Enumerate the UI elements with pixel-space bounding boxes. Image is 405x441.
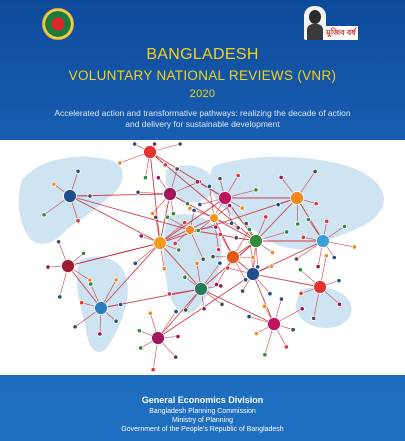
network-leaf-node bbox=[269, 264, 273, 268]
network-leaf-node bbox=[262, 304, 266, 308]
network-map bbox=[0, 140, 405, 375]
network-leaf-node bbox=[173, 241, 177, 245]
network-hub-node bbox=[195, 283, 208, 296]
government-seal-icon bbox=[42, 8, 74, 40]
network-hub-node bbox=[317, 235, 330, 248]
report-subtitle: Accelerated action and transformative pathways: realizing the decade of action and delivery for sustainable development bbox=[54, 108, 351, 129]
network-hub-node bbox=[95, 302, 108, 315]
network-leaf-node bbox=[171, 212, 175, 216]
network-leaf-node bbox=[218, 261, 222, 265]
network-leaf-node bbox=[151, 367, 155, 371]
report-title: VOLUNTARY NATIONAL REVIEWS (VNR) bbox=[68, 68, 337, 83]
network-leaf-node bbox=[284, 230, 288, 234]
network-leaf-node bbox=[183, 275, 187, 279]
network-leaf-node bbox=[247, 314, 251, 318]
network-leaf-node bbox=[152, 142, 156, 146]
network-leaf-node bbox=[133, 142, 137, 146]
network-leaf-node bbox=[325, 219, 329, 223]
network-leaf-node bbox=[156, 176, 160, 180]
network-leaf-node bbox=[225, 266, 229, 270]
network-leaf-node bbox=[236, 173, 240, 177]
network-leaf-node bbox=[276, 202, 280, 206]
network-edge bbox=[253, 274, 320, 287]
network-leaf-node bbox=[178, 142, 182, 146]
network-leaf-node bbox=[114, 278, 118, 282]
network-leaf-node bbox=[263, 352, 267, 356]
network-leaf-node bbox=[337, 302, 341, 306]
network-leaf-node bbox=[198, 202, 202, 206]
network-leaf-node bbox=[76, 219, 80, 223]
network-leaf-node bbox=[236, 225, 240, 229]
network-leaf-node bbox=[332, 255, 336, 259]
network-leaf-node bbox=[73, 325, 77, 329]
division-name: General Economics Division bbox=[141, 395, 264, 405]
network-leaf-node bbox=[306, 217, 310, 221]
network-leaf-node bbox=[316, 264, 320, 268]
network-hub-node bbox=[144, 146, 157, 159]
commission-name: Bangladesh Planning Commission bbox=[149, 408, 256, 415]
network-leaf-node bbox=[56, 240, 60, 244]
network-leaf-node bbox=[80, 301, 84, 305]
network-hub-node bbox=[268, 318, 281, 331]
network-leaf-node bbox=[76, 169, 80, 173]
network-leaf-node bbox=[211, 254, 215, 258]
network-leaf-node bbox=[201, 257, 205, 261]
network-leaf-node bbox=[185, 201, 189, 205]
network-leaf-node bbox=[195, 180, 199, 184]
network-leaf-node bbox=[298, 268, 302, 272]
network-leaf-node bbox=[183, 308, 187, 312]
network-leaf-node bbox=[251, 255, 255, 259]
network-hub-node bbox=[154, 237, 167, 250]
ministry-name: Ministry of Planning bbox=[171, 417, 234, 424]
network-leaf-node bbox=[279, 297, 283, 301]
network-leaf-node bbox=[139, 234, 143, 238]
network-leaf-node bbox=[98, 332, 102, 336]
network-leaf-node bbox=[42, 213, 46, 217]
network-leaf-node bbox=[229, 221, 233, 225]
report-year: 2020 bbox=[189, 88, 216, 100]
network-leaf-node bbox=[81, 251, 85, 255]
network-hub-node bbox=[219, 192, 232, 205]
government-name: Government of the People's Republic of Bangladesh bbox=[121, 426, 284, 433]
network-leaf-node bbox=[196, 228, 200, 232]
network-leaf-node bbox=[52, 182, 56, 186]
network-leaf-node bbox=[175, 167, 179, 171]
network-leaf-node bbox=[284, 345, 288, 349]
country-title: BANGLADESH bbox=[146, 46, 259, 63]
network-leaf-node bbox=[174, 309, 178, 313]
network-leaf-node bbox=[219, 284, 223, 288]
publisher-block bbox=[0, 395, 405, 434]
network-leaf-node bbox=[270, 250, 274, 254]
network-leaf-node bbox=[300, 307, 304, 311]
network-leaf-node bbox=[301, 235, 305, 239]
network-leaf-node bbox=[195, 261, 199, 265]
mujib-year-logo bbox=[304, 6, 358, 42]
network-leaf-node bbox=[176, 334, 180, 338]
network-leaf-node bbox=[243, 278, 247, 282]
network-hub-node bbox=[186, 226, 195, 235]
network-edge bbox=[253, 274, 274, 324]
network-hub-node bbox=[250, 235, 263, 248]
network-leaf-node bbox=[234, 236, 238, 240]
mujib-year-text: মুজিব বর্ষ bbox=[324, 26, 358, 40]
network-leaf-node bbox=[268, 292, 272, 296]
network-leaf-node bbox=[143, 175, 147, 179]
network-leaf-node bbox=[244, 221, 248, 225]
network-leaf-node bbox=[154, 215, 158, 219]
network-leaf-node bbox=[207, 184, 211, 188]
network-leaf-node bbox=[118, 302, 122, 306]
network-leaf-node bbox=[138, 346, 142, 350]
network-hub-node bbox=[247, 268, 260, 281]
network-leaf-node bbox=[114, 319, 118, 323]
network-leaf-node bbox=[342, 224, 346, 228]
network-hub-node bbox=[291, 192, 304, 205]
network-leaf-node bbox=[136, 190, 140, 194]
network-leaf-node bbox=[313, 169, 317, 173]
network-leaf-node bbox=[165, 215, 169, 219]
network-edge bbox=[150, 152, 160, 243]
network-leaf-node bbox=[216, 247, 220, 251]
network-leaf-node bbox=[46, 265, 50, 269]
network-leaf-node bbox=[162, 266, 166, 270]
network-leaf-node bbox=[163, 163, 167, 167]
network-leaf-node bbox=[151, 211, 155, 215]
network-leaf-node bbox=[299, 291, 303, 295]
network-edge bbox=[70, 196, 160, 243]
network-leaf-node bbox=[220, 302, 224, 306]
network-leaf-node bbox=[202, 307, 206, 311]
network-hub-node bbox=[227, 251, 240, 264]
network-hub-node bbox=[152, 332, 165, 345]
network-leaf-node bbox=[247, 227, 251, 231]
network-hub-node bbox=[62, 260, 75, 273]
network-leaf-node bbox=[148, 311, 152, 315]
network-leaf-node bbox=[137, 328, 141, 332]
network-leaf-node bbox=[218, 176, 222, 180]
network-leaf-node bbox=[177, 248, 181, 252]
network-map-graphic bbox=[0, 140, 405, 375]
network-leaf-node bbox=[192, 208, 196, 212]
network-leaf-node bbox=[279, 175, 283, 179]
network-leaf-node bbox=[88, 194, 92, 198]
network-leaf-node bbox=[183, 220, 187, 224]
network-hub-node bbox=[164, 188, 177, 201]
network-leaf-node bbox=[240, 206, 244, 210]
network-leaf-node bbox=[218, 232, 222, 236]
network-leaf-node bbox=[311, 316, 315, 320]
network-leaf-node bbox=[133, 261, 137, 265]
network-leaf-node bbox=[58, 295, 62, 299]
network-leaf-node bbox=[314, 201, 318, 205]
network-leaf-node bbox=[291, 328, 295, 332]
network-leaf-node bbox=[337, 278, 341, 282]
network-leaf-node bbox=[167, 292, 171, 296]
network-leaf-node bbox=[296, 222, 300, 226]
network-leaf-node bbox=[118, 161, 122, 165]
network-hub-node bbox=[64, 190, 77, 203]
network-leaf-node bbox=[352, 245, 356, 249]
network-leaf-node bbox=[264, 215, 268, 219]
network-leaf-node bbox=[254, 188, 258, 192]
network-leaf-node bbox=[324, 253, 328, 257]
network-leaf-node bbox=[89, 282, 93, 286]
network-leaf-node bbox=[188, 206, 192, 210]
network-leaf-node bbox=[214, 225, 218, 229]
network-leaf-node bbox=[254, 331, 258, 335]
network-leaf-node bbox=[173, 355, 177, 359]
network-leaf-node bbox=[240, 289, 244, 293]
network-hub-node bbox=[210, 214, 219, 223]
network-leaf-node bbox=[294, 257, 298, 261]
network-hub-node bbox=[314, 281, 327, 294]
portrait-icon bbox=[304, 6, 326, 40]
network-leaf-node bbox=[214, 282, 218, 286]
